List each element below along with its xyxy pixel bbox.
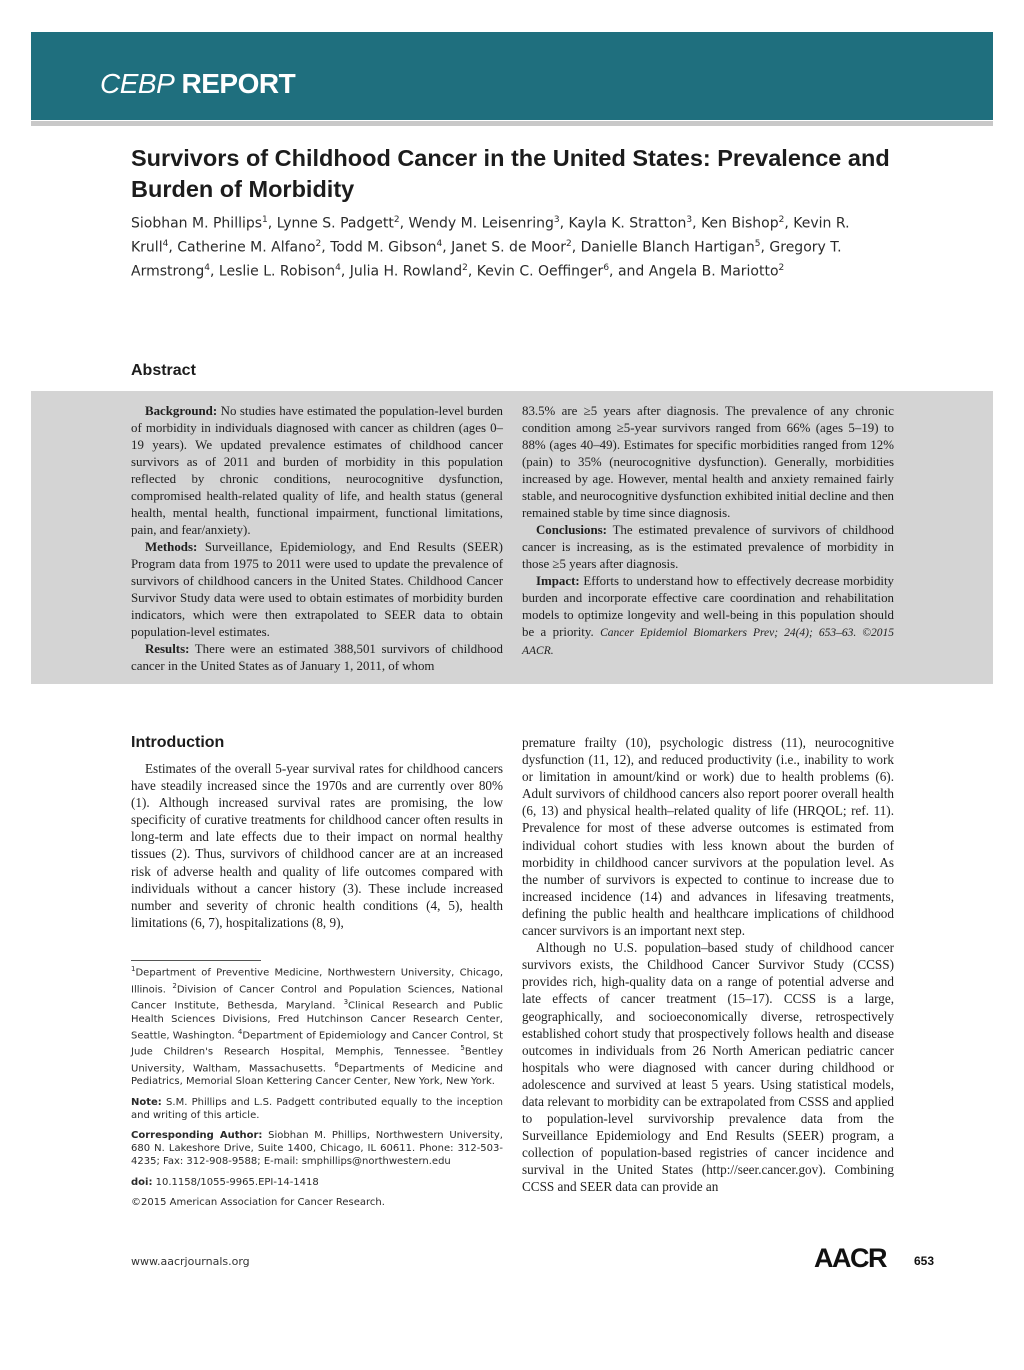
doi-label: doi: — [131, 1176, 153, 1188]
abstract-results-continued: 83.5% are ≥5 years after diagnosis. The prevalence of any chronic condition among ≥5-year survivors ranged from 66% (ages 5–19) to 88% (ages 40–49). Estimates for specific morbidities ranged from 12% (pain) to 35% (neurocognitive dysfunction). Generally, morbidities increased by age. However, mental health and anxiety remained fairly stable, and neurocognitive dysfunction exhibited initial decline and then remained stable by time since diagnosis. — [522, 404, 894, 520]
page-number: 653 — [914, 1254, 935, 1268]
affiliation-number: 4 — [237, 1027, 243, 1036]
methods-label: Methods: — [145, 540, 198, 554]
footnote-note — [131, 1096, 503, 1122]
introduction-heading: Introduction — [131, 734, 225, 751]
results-label: Results: — [145, 642, 190, 656]
abstract-heading: Abstract — [131, 362, 196, 379]
abstract-background — [131, 403, 503, 539]
footnote-doi — [131, 1176, 503, 1189]
affiliations — [131, 963, 503, 1089]
background-label: Background: — [145, 404, 218, 418]
affiliation-number: 3 — [343, 998, 349, 1007]
note-text: S.M. Phillips and L.S. Padgett contributed equally to the inception and writing of this article. — [131, 1096, 503, 1121]
author-name: Leslie L. Robison — [218, 263, 336, 280]
conclusions-text: The estimated prevalence of survivors of childhood cancer is increasing, as is the estimated prevalence of morbidity in those ≥5 years after diagnosis. — [522, 523, 894, 571]
introduction-paragraph-2: Although no U.S. population–based study of childhood cancer survivors exists, the Childhood Cancer Survivor Study (CCSS) provides rich, high-quality data on a range of potential adverse and late effects of cancer treatment (15–17). CCSS is a large, geographically, and socioeconomically diverse, retrospectively established cohort study that prospectively follows health and disease outcomes in individuals from 26 North American pediatric cancer hospitals who were diagnosed with cancer during childhood or adolescence and survived at least 5 years. Using statistical models, data relevant to morbidity can be extrapolated from CSSS and applied to population-level survivorship prevalence data from the Surveillance Epidemiology and End Results (SEER) program, a collection of population-based registries of cancer incidence and survival in the United States (http://seer.cancer.gov). Combining CCSS and SEER data can provide an — [522, 940, 894, 1195]
author-name: Lynne S. Padgett — [276, 215, 394, 232]
journal-url: www.aacrjournals.org — [131, 1255, 250, 1268]
footnote-corresponding-author — [131, 1129, 503, 1169]
author-name: Kevin R. Krull — [131, 215, 850, 256]
author-affiliation-number: 4 — [436, 239, 443, 250]
affiliation-text: Department of Preventive Medicine, Northwestern University, Chicago, Illinois. — [131, 967, 503, 995]
author-affiliation-number: 5 — [754, 239, 761, 250]
methods-text: Surveillance, Epidemiology, and End Results (SEER) Program data from 1975 to 2011 were used to update the prevalence of survivors of childhood cancers in the United States. Childhood Cancer Survivor Study data were used to obtain estimates of morbidity burden indicators, which were then extrapolated to SEER data to obtain population-level estimates. — [131, 540, 503, 639]
note-label: Note: — [131, 1096, 162, 1108]
abstract-impact — [522, 573, 894, 660]
doi-text: 10.1158/1055-9965.EPI-14-1418 — [155, 1176, 319, 1188]
corresponding-label: Corresponding Author: — [131, 1130, 263, 1141]
affiliation-text: Clinical Research and Public Health Sciences Divisions, Fred Hutchinson Cancer Research Center, Seattle, Washington. — [131, 1000, 503, 1042]
header-band — [31, 121, 993, 126]
affiliation-text: Departments of Medicine and Pediatrics, Memorial Sloan Kettering Cancer Center, New York, New York. — [131, 1063, 503, 1088]
brand-bold: REPORT — [181, 68, 296, 99]
affiliation-text: Division of Cancer Control and Population Sciences, National Cancer Institute, Bethesda, Maryland. — [131, 983, 503, 1012]
abstract-results — [131, 641, 503, 675]
author-affiliation-number: 6 — [603, 263, 610, 274]
author-name: Julia H. Rowland — [349, 263, 463, 280]
author-name: Todd M. Gibson — [330, 239, 437, 256]
impact-label: Impact: — [536, 574, 580, 588]
author-affiliation-number: 2 — [778, 215, 785, 225]
author-affiliation-number: 4 — [162, 239, 169, 250]
footnote-copyright: ©2015 American Association for Cancer Research. — [131, 1196, 385, 1208]
journal-section-title — [100, 68, 295, 100]
author-affiliation-number: 1 — [262, 215, 268, 225]
author-affiliation-number: 2 — [565, 239, 572, 250]
abstract-methods — [131, 539, 503, 641]
affiliation-number: 1 — [131, 965, 136, 973]
author-name: Siobhan M. Phillips — [131, 215, 263, 232]
author-name: Janet S. de Moor — [451, 239, 566, 256]
author-name: Kevin C. Oeffinger — [476, 263, 604, 280]
results-text: There were an estimated 388,501 survivors of childhood cancer in the United States as of January 1, 2011, of whom — [131, 642, 503, 673]
author-name: Angela B. Mariotto — [648, 263, 779, 280]
affiliation-number: 5 — [460, 1044, 465, 1053]
brand-light: CEBP — [100, 68, 175, 99]
introduction-paragraph-1-continued: premature frailty (10), psychologic distress (11), neurocognitive dysfunction (11, 12), and reduced productivity (i.e., inability to work or limitation in amount/kind or work) due to health problems (6). Adult survivors of childhood cancers also report poorer overall health (6, 13) and physical health–related quality of life (HRQOL; ref. 11). Prevalence for most of these adverse outcomes is estimated from individual cohort studies with less known about the burden of morbidity in childhood cancer survivors at the population level. As the number of survivors is expected to continue to increase due to increased incidence (14) and advances in lifesaving treatments, defining the public health and healthcare implications of childhood cancer survivors is an important next step. — [522, 735, 894, 939]
footnote-rule — [131, 960, 261, 961]
impact-text: Efforts to understand how to effectively decrease morbidity burden and incorporate effective care coordination and rehabilitation models to optimize longevity and well-being in this population should be a priority. — [522, 574, 894, 639]
affiliation-number: 6 — [334, 1060, 339, 1069]
author-affiliation-number: 4 — [335, 263, 341, 274]
author-affiliation-number: 2 — [778, 263, 785, 274]
author-name: Gregory T. Armstrong — [131, 239, 842, 280]
author-name: Kayla K. Stratton — [568, 215, 687, 232]
author-name: Wendy M. Leisenring — [408, 215, 554, 232]
abstract-conclusions — [522, 522, 894, 573]
author-name: Ken Bishop — [701, 215, 779, 232]
author-affiliation-number: 3 — [553, 215, 560, 225]
introduction-paragraph-1: Estimates of the overall 5-year survival rates for childhood cancers have steadily increased since the 1970s and are currently over 80% (1). Although increased survival rates are promising, the low specificity of curative treatments for childhood cancer often results in long-term and late effects due to their impact on normal healthy tissues (2). Thus, survivors of childhood cancer are at an increased risk of adverse health and quality of life outcomes compared with individuals without a cancer history (3). These include increased number and severity of chronic health conditions (4, 5), health limitations (6, 7), hospitalizations (8, 9), — [131, 761, 503, 930]
introduction-column-right — [522, 734, 894, 1196]
corresponding-text: Siobhan M. Phillips, Northwestern University, 680 N. Lakeshore Drive, Suite 1400, Chicago, IL 60611. Phone: 312-503-4235; Fax: 312-908-9588; E-mail: smphillips@northwestern.edu — [131, 1130, 503, 1168]
author-affiliation-number: 4 — [204, 263, 211, 274]
author-name: Danielle Blanch Hartigan — [580, 239, 755, 256]
background-text: No studies have estimated the population-level burden of morbidity in individuals diagnosed with cancer as children (ages 0–19 years). We updated prevalence estimates of childhood cancer survivors as of 2011 and burden of morbidity in this population reflected by chronic conditions, neurocognitive dysfunction, compromised health-related quality of life, and health status (general health, mental health, functional impairment, functional limitations, pain, and fear/anxiety). — [131, 404, 503, 537]
affiliation-number: 2 — [172, 981, 177, 990]
abstract-column-left — [131, 403, 503, 675]
article-title: Survivors of Childhood Cancer in the United States: Prevalence and Burden of Morbidity — [131, 145, 890, 202]
author-list: Siobhan M. Phillips$^1$, Lynne S. Padgett$^2$, Wendy M. Leisenring$^3$, Kayla K. Stratton$^3$, Ken Bishop$^2$, Kevin R. Krull$^4$, Catherine M. Alfano$^2$, Todd M. Gibson$^4$, Janet S. de Moor$^2$, Danielle Blanch Hartigan$^5$, Gregory T. Armstrong$^4$, Leslie L. Robison$^4$, Julia H. Rowland$^2$, Kevin C. Oeffinger$^6$, and Angela B. Mariotto$^2$ — [131, 215, 850, 280]
conclusions-label: Conclusions: — [536, 523, 607, 537]
abstract-citation: Cancer Epidemiol Biomarkers Prev; 24(4); 653–63. ©2015 AACR. — [522, 627, 895, 657]
author-affiliation-number: 2 — [462, 263, 468, 274]
aacr-logo: AACR — [814, 1243, 886, 1273]
introduction-column-left — [131, 760, 503, 931]
abstract-column-right — [522, 403, 894, 660]
author-name: Catherine M. Alfano — [177, 239, 316, 256]
author-affiliation-number: 2 — [315, 239, 322, 250]
affiliation-text: Bentley University, Waltham, Massachusetts. — [131, 1046, 503, 1075]
author-affiliation-number: 2 — [393, 215, 400, 225]
author-affiliation-number: 3 — [686, 215, 693, 225]
footnotes — [131, 963, 503, 1216]
affiliation-text: Department of Epidemiology and Cancer Control, St Jude Children's Research Hospital, Memphis, Tennessee. — [131, 1030, 503, 1058]
